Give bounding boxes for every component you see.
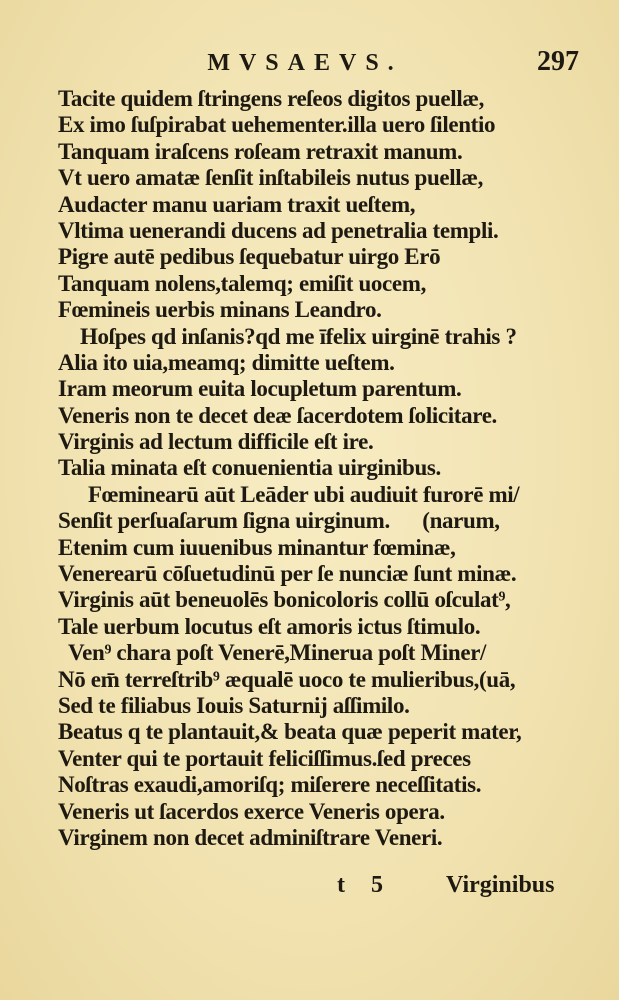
text-line: Vt uero amatæ ſenſit inſtabileis nutus puellæ,	[58, 165, 483, 191]
text-line: Fœmineis uerbis minans Leandro.	[58, 297, 382, 323]
text-line: Pigre autē pedibus ſequebatur uirgo Erō	[58, 244, 441, 270]
text-line: Iram meorum euita locupletum parentum.	[58, 376, 462, 402]
text-line: Talia minata eſt conuenientia uirginibus.	[58, 455, 441, 481]
text-line: Virginis aūt beneuolēs bonicoloris collū oſculat⁹,	[58, 587, 511, 613]
verse-text-block	[58, 86, 573, 851]
text-line: Sed te filiabus Iouis Saturnij aſſimilo.	[58, 692, 410, 718]
page-footer	[0, 872, 619, 902]
text-line: Hoſpes qd inſanis?qd me īfelix uirginē trahis ?	[80, 323, 517, 349]
text-line: Ex imo ſuſpirabat uehementer.illa uero ſilentio	[58, 112, 496, 138]
text-line: Alia ito uia,meamq; dimitte ueſtem.	[58, 349, 395, 375]
text-line: Noſtras exaudi,amoriſq; miſerere neceſſitatis.	[58, 772, 482, 798]
page-header	[0, 46, 619, 80]
text-line: Vltima uenerandi ducens ad penetralia templi.	[58, 217, 499, 243]
text-line: Etenim cum iuuenibus minantur fœminæ,	[58, 534, 456, 560]
running-title: MVSAEVS.	[207, 50, 403, 76]
text-line: Audacter manu uariam traxit ueſtem,	[58, 191, 416, 217]
signature-mark: t 5	[337, 872, 393, 898]
text-line: Senſit perſuaſarum ſigna uirginum. (narum,	[58, 508, 500, 534]
text-line: Ven⁹ chara poſt Venerē,Minerua poſt Miner/	[68, 640, 487, 666]
text-line: Tacite quidem ſtringens reſeos digitos puellæ,	[58, 86, 485, 111]
text-line: Fœminearū aūt Leāder ubi audiuit furorē mi/	[88, 481, 520, 507]
text-line: Beatus q te plantauit,& beata quæ peperit mater,	[58, 719, 522, 745]
text-line: Nō em̄ terreſtrib⁹ æqualē uoco te mulieribus,(uā,	[58, 666, 516, 692]
text-line: Veneris ut ſacerdos exerce Veneris opera.	[58, 798, 445, 824]
text-line: Tanquam nolens,talemq; emiſit uocem,	[58, 270, 426, 296]
text-line: Tale uerbum locutus eſt amoris ictus ſtimulo.	[58, 613, 481, 639]
text-line: Virginis ad lectum difficile eſt ire.	[58, 429, 374, 455]
text-line: Virginem non decet adminiſtrare Veneri.	[58, 824, 443, 850]
text-line: Venter qui te portauit feliciſſimus.ſed preces	[58, 745, 471, 771]
text-line: Veneris non te decet deæ ſacerdotem ſolicitare.	[58, 402, 497, 428]
text-line: Tanquam iraſcens roſeam retraxit manum.	[58, 138, 463, 164]
text-line: Venerearū cōſuetudinū per ſe nunciæ ſunt minæ.	[58, 561, 517, 587]
catchword: Virginibus	[446, 872, 555, 898]
page-number: 297	[537, 46, 579, 77]
